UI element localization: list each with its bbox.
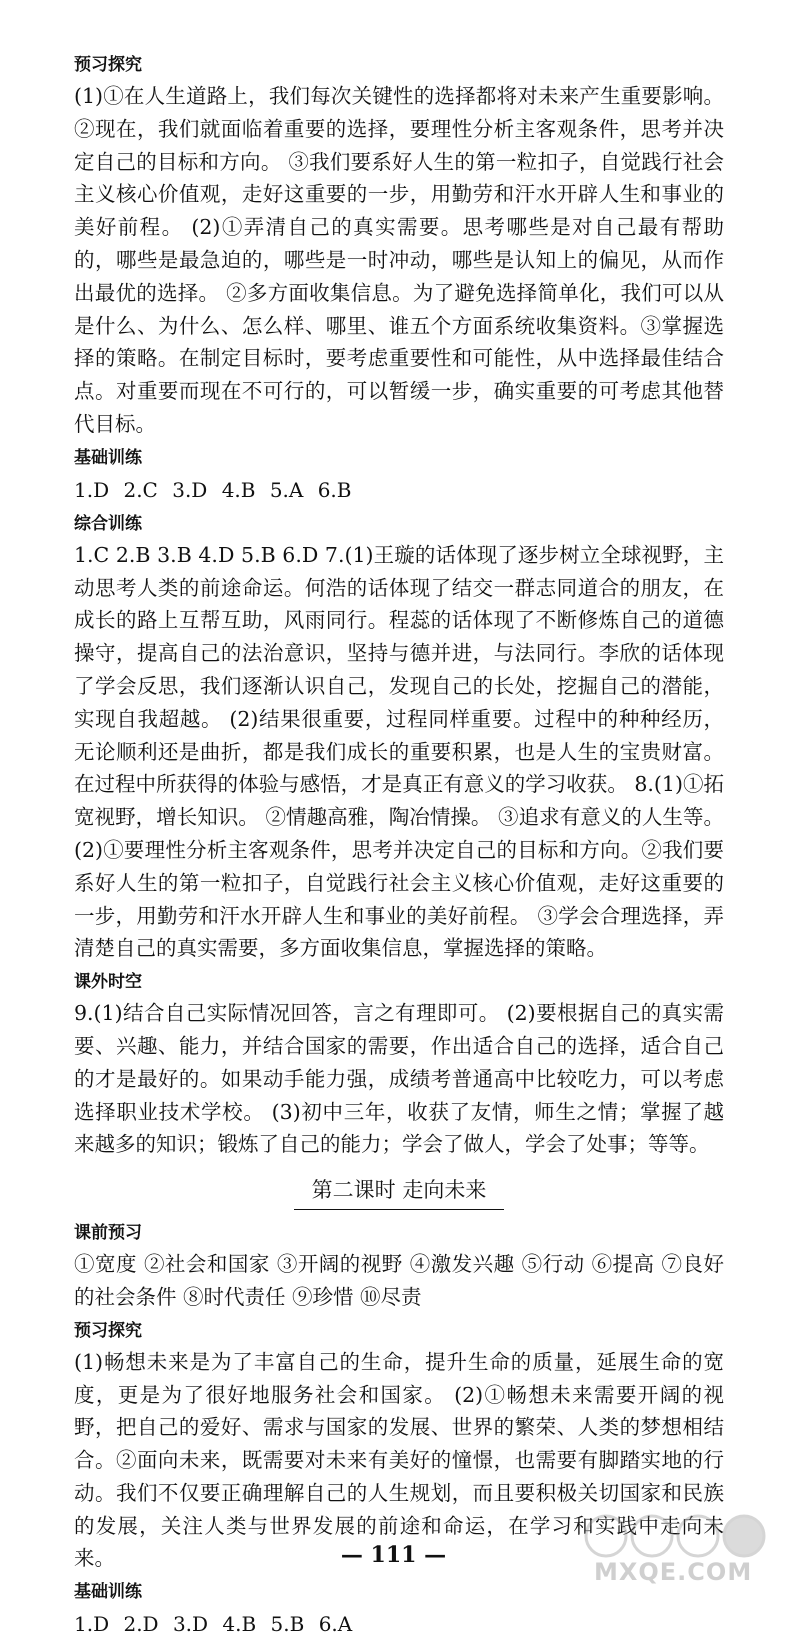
watermark-logo bbox=[576, 1512, 776, 1592]
section-heading-preview-explore: 预习探究 bbox=[74, 55, 142, 75]
lesson-title-text: 第二课时 走向未来 bbox=[294, 1173, 505, 1210]
section-heading-basic-training-2: 基础训练 bbox=[74, 1582, 142, 1603]
section-heading-preview-explore-2: 预习探究 bbox=[74, 1320, 142, 1341]
watermark-badge-icon bbox=[576, 1512, 776, 1560]
extracurricular-answers: 9.(1)结合自己实际情况回答，言之有理即可。 (2)要根据自己的真实需要、兴趣、能力，并结合国家的需要，作出适合自己的选择，适合自己的才是最好的。如果动手能力强，成绩考普通高中比较吃力，可以考虑选择职业技术学校。 (3)初中三年，收获了友情，师生之情；掌握了越来越多的知识；锻炼了自己的能力；学会了做人，学会了处事；等等。 bbox=[74, 1001, 724, 1157]
lesson-title bbox=[74, 1173, 724, 1210]
section-heading-basic-training: 基础训练 bbox=[74, 447, 142, 468]
preview-explore-2-answers: (1)畅想未来是为了丰富自己的生命，提升生命的质量，延展生命的宽度，更是为了很好地服务社会和国家。 (2)①畅想未来需要开阔的视野，把自己的爱好、需求与国家的发展、世界的繁荣、人类的梦想相结合。②面向未来，既需要对未来有美好的憧憬，也需要有脚踏实地的行动。我们不仅要正确理解自己的人生规划，而且要积极关切国家和民族的发展，关注人类与世界发展的前途和命运，在学习和实践中走向未来。 bbox=[74, 1349, 724, 1571]
preview-explore-answers: (1)①在人生道路上，我们每次关键性的选择都将对未来产生重要影响。 ②现在，我们就面临着重要的选择，要理性分析主客观条件，思考并决定自己的目标和方向。 ③我们要系好人生的第一粒扣子，自觉践行社会主义核心价值观，走好这重要的一步，用勤劳和汗水开辟人生和事业的美好前程。 (2)①弄清自己的真实需要。思考哪些是对自己最有帮助的，哪些是最急迫的，哪些是一时冲动，哪些是认知上的偏见，从而作出最优的选择。 ②多方面收集信息。为了避免选择简单化，我们可以从是什么、为什么、怎么样、哪里、谁五个方面系统收集资料。③掌握选择的策略。在制定目标时，要考虑重要性和可能性，从中选择最佳结合点。对重要而现在不可行的，可以暂缓一步，确实重要的可考虑其他替代目标。 bbox=[74, 84, 724, 436]
basic-training-answers: 1.D 2.C 3.D 4.B 5.A 6.B bbox=[74, 477, 352, 502]
watermark-text: MXQE.COM bbox=[594, 1558, 753, 1586]
section-heading-comprehensive-training: 综合训练 bbox=[74, 513, 142, 534]
section-heading-extracurricular: 课外时空 bbox=[74, 972, 142, 993]
page-number: — 111 — bbox=[340, 1542, 447, 1568]
pre-class-preview-answers: ①宽度 ②社会和国家 ③开阔的视野 ④激发兴趣 ⑤行动 ⑥提高 ⑦良好的社会条件 ⑧时代责任 ⑨珍惜 ⑩尽责 bbox=[74, 1252, 724, 1309]
comprehensive-training-answers: 1.C 2.B 3.B 4.D 5.B 6.D 7.(1)王璇的话体现了逐步树立全球视野，主动思考人类的前途命运。何浩的话体现了结交一群志同道合的朋友，在成长的路上互帮互助，风雨同行。程蕊的话体现了不断修炼自己的道德操守，提高自己的法治意识，坚持与德并进，与法同行。李欣的话体现了学会反思，我们逐渐认识自己，发现自己的长处，挖掘自己的潜能，实现自我超越。 (2)结果很重要，过程同样重要。过程中的种种经历，无论顺利还是曲折，都是我们成长的重要积累，也是人生的宝贵财富。在过程中所获得的体验与感悟，才是真正有意义的学习收获。 8.(1)①拓宽视野，增长知识。 ②情趣高雅，陶冶情操。 ③追求有意义的人生等。 (2)①要理性分析主客观条件，思考并决定自己的目标和方向。②我们要系好人生的第一粒扣子，自觉践行社会主义核心价值观，走好这重要的一步，用勤劳和汗水开辟人生和事业的美好前程。 ③学会合理选择，弄清楚自己的真实需要，多方面收集信息，掌握选择的策略。 bbox=[74, 542, 724, 961]
answer-page bbox=[74, 48, 724, 1641]
basic-training-2-answers: 1.D 2.D 3.D 4.B 5.B 6.A bbox=[74, 1612, 353, 1637]
section-heading-pre-class-preview: 课前预习 bbox=[74, 1223, 142, 1244]
